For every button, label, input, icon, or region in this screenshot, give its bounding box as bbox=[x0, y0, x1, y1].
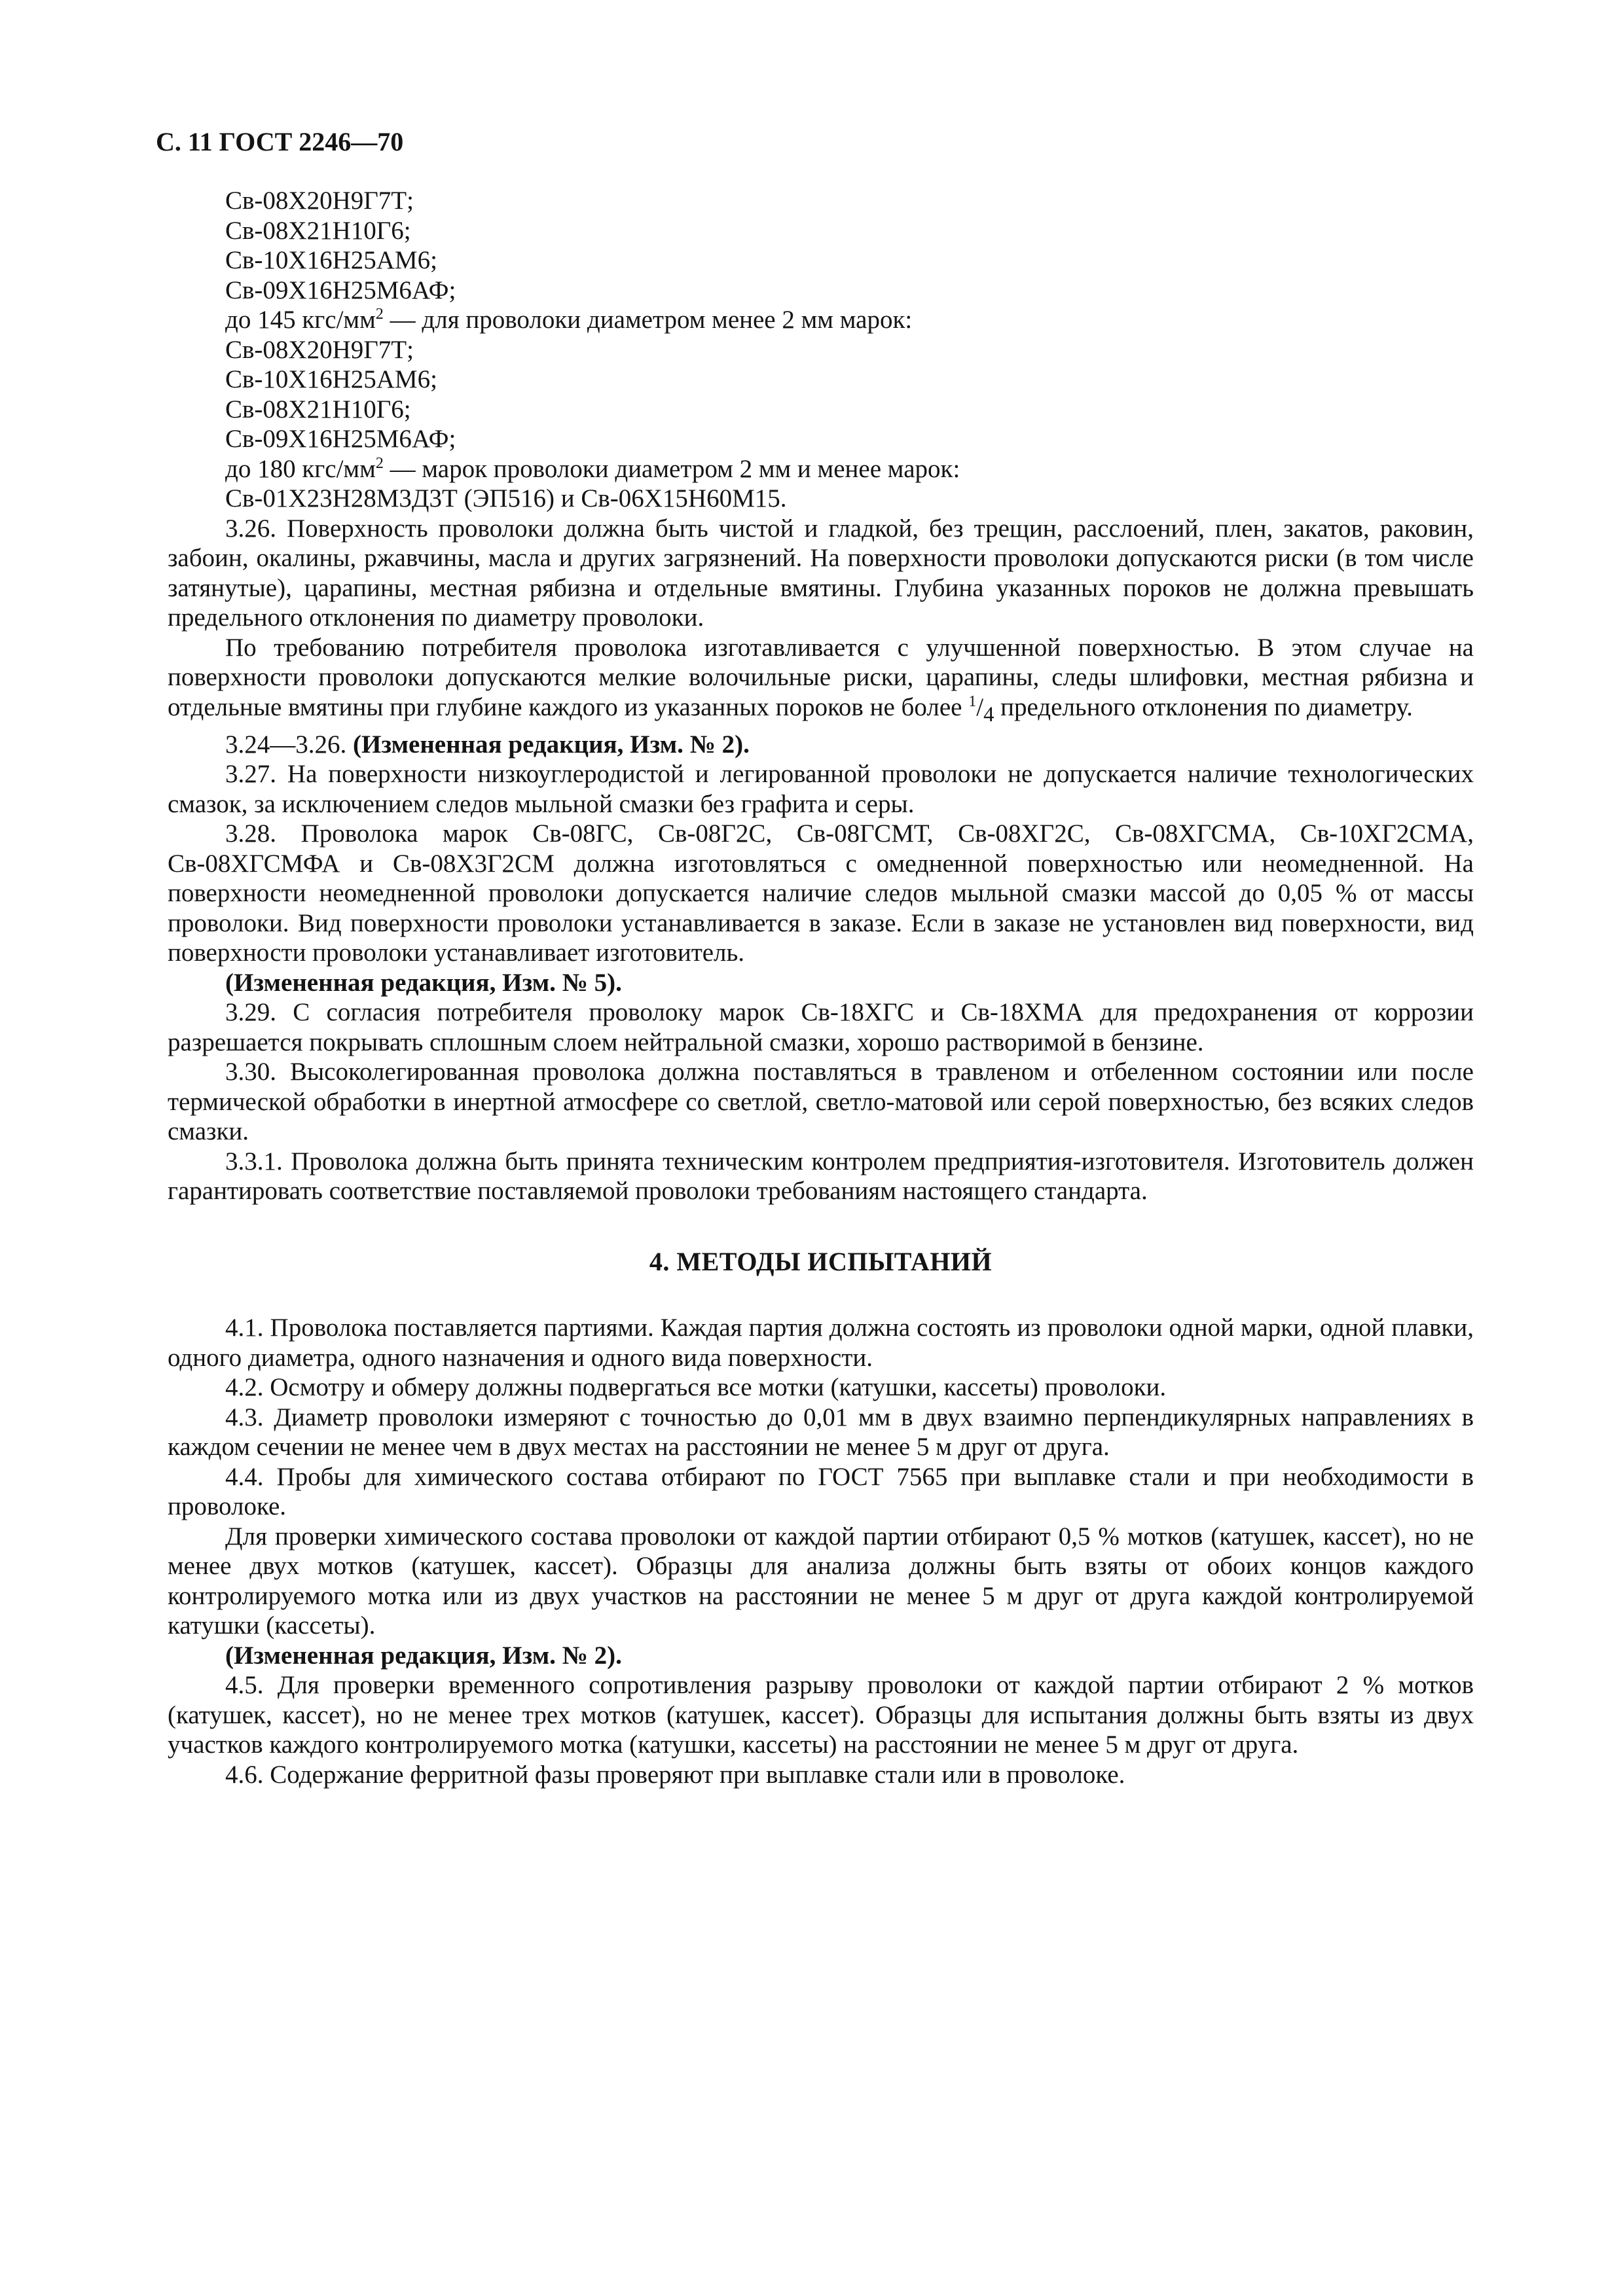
paragraph-3-26: 3.26. Поверхность проволоки должна быть чистой и гладкой, без трещин, расслоений, плен, закатов, раковин, забоин, окалины, ржавчины, масла и других загрязнений. На поверхности проволоки допускаются риски (в том числе затянутые), царапины, местная рябизна и отдельные вмятины. Глубина указанных пороков не должна превышать предельного отклонения по диаметру проволоки. bbox=[168, 514, 1474, 632]
amendment-text: (Измененная редакция, Изм. № 2). bbox=[353, 730, 750, 759]
paragraph-4-4: 4.4. Пробы для химического состава отбирают по ГОСТ 7565 при выплавке стали и при необходимости в проволоке. bbox=[168, 1462, 1474, 1521]
amendment-lead: 3.24—3.26. bbox=[225, 730, 353, 759]
paragraph-3-3-1: 3.3.1. Проволока должна быть принята техническим контролем предприятия-изготовителя. Изготовитель должен гарантировать соответствие поставляемой проволоки требованиям настоящего стандарта. bbox=[168, 1147, 1474, 1206]
amendment-note-2b: (Измененная редакция, Изм. № 2). bbox=[225, 1641, 622, 1670]
paragraph-text: По требованию потребителя проволока изготавливается с улучшенной поверхностью. В этом случае на поверхности проволоки допускаются мелкие волочильные риски, царапины, следы шлифовки, местная рябизна и отдельные вмятины при глубине каждого из указанных пороков не более bbox=[168, 633, 1474, 721]
limit-text: — марок проволоки диаметром 2 мм и менее марок: bbox=[383, 454, 960, 483]
section-title: 4. МЕТОДЫ ИСПЫТАНИЙ bbox=[649, 1246, 993, 1276]
grade-list-item: Св-01Х23Н28М3Д3Т (ЭП516) и Св-06Х15Н60М15. bbox=[225, 484, 787, 512]
grade-list-item: Св-10Х16Н25АМ6; bbox=[225, 365, 437, 393]
paragraph-3-30: 3.30. Высоколегированная проволока должна поставляться в травленом и отбеленном состоянии или после термической обработки в инертной атмосфере со светлой, светло-матовой или серой поверхностью, без всяких следов смазки. bbox=[168, 1058, 1474, 1146]
paragraph-improved-surface bbox=[168, 633, 1474, 730]
strength-limit-145 bbox=[225, 305, 1474, 335]
grade-list-item: Св-08Х21Н10Г6; bbox=[225, 216, 411, 245]
grade-list-item: Св-09Х16Н25М6АФ; bbox=[225, 425, 456, 453]
limit-text: до 180 кгс/мм bbox=[225, 454, 376, 483]
fraction-slash: / bbox=[976, 692, 984, 721]
limit-text: — для проволоки диаметром менее 2 мм марок: bbox=[383, 306, 913, 334]
paragraph-4-2: 4.2. Осмотру и обмеру должны подвергаться все мотки (катушки, кассеты) проволоки. bbox=[225, 1373, 1167, 1402]
paragraph-3-29: 3.29. С согласия потребителя проволоку марок Св-18ХГС и Св-18ХМА для предохранения от коррозии разрешается покрывать сплошным слоем нейтральной смазки, хорошо растворимой в бензине. bbox=[168, 998, 1474, 1056]
paragraph-4-3: 4.3. Диаметр проволоки измеряют с точностью до 0,01 мм в двух взаимно перпендикулярных направлениях в каждом сечении не менее чем в двух местах на расстоянии не менее 5 м друг от друга. bbox=[168, 1403, 1474, 1462]
limit-superscript: 2 bbox=[375, 305, 384, 323]
limit-text: до 145 кгс/мм bbox=[225, 306, 376, 334]
paragraph-4-1: 4.1. Проволока поставляется партиями. Каждая партия должна состоять из проволоки одной марки, одной плавки, одного диаметра, одного назначения и одного вида поверхности. bbox=[168, 1314, 1474, 1372]
fraction-numerator: 1 bbox=[968, 692, 977, 710]
paragraph-3-28: 3.28. Проволока марок Св-08ГС, Св-08Г2С, Св-08ГСМТ, Св-08ХГ2С, Св-08ХГСМА, Св-10ХГ2СМА, Св-08ХГСМФА и Св-08Х3Г2СМ должна изготовляться с омедненной поверхностью или неомедненной. На поверхности неомедненной проволоки допускается наличие следов мыльной смазки массой до 0,05 % от массы проволоки. Вид поверхности проволоки устанавливается в заказе. Если в заказе не установлен вид поверхности, вид поверхности проволоки устанавливает изготовитель. bbox=[168, 819, 1474, 967]
paragraph-4-6: 4.6. Содержание ферритной фазы проверяют при выплавке стали или в проволоке. bbox=[225, 1760, 1125, 1789]
paragraph-3-27: 3.27. На поверхности низкоуглеродистой и легированной проволоки не допускается наличие технологических смазок, за исключением следов мыльной смазки без графита и серы. bbox=[168, 760, 1474, 818]
strength-limit-180 bbox=[225, 454, 1474, 484]
grade-list-item: Св-08Х20Н9Г7Т; bbox=[225, 187, 414, 215]
grade-list-item: Св-10Х16Н25АМ6; bbox=[225, 246, 437, 274]
grade-list-item: Св-09Х16Н25М6АФ; bbox=[225, 276, 456, 304]
page-header: С. 11 ГОСТ 2246—70 bbox=[156, 127, 404, 156]
paragraph-4-4-sampling: Для проверки химического состава проволоки от каждой партии отбирают 0,5 % мотков (катушек, кассет), но не менее двух мотков (катушек, кассет). Образцы для анализа должны быть взяты от обоих концов каждого контролируемого мотка или из двух участков на расстоянии не менее 5 м друг от друга каждой контролируемой катушки (кассеты). bbox=[168, 1522, 1474, 1640]
fraction-denominator: 4 bbox=[983, 702, 994, 726]
amendment-note-2 bbox=[168, 730, 1474, 760]
paragraph-text: предельного отклонения по диаметру. bbox=[994, 692, 1413, 721]
grade-list-item: Св-08Х20Н9Г7Т; bbox=[225, 335, 414, 364]
paragraph-4-5: 4.5. Для проверки временного сопротивления разрыву проволоки от каждой партии отбирают 2 % мотков (катушек, кассет), но не менее трех мотков (катушек, кассет). Образцы для испытания должны быть взяты из двух участков каждого контролируемого мотка (катушки, кассеты) на расстоянии не менее 5 м друг от друга. bbox=[168, 1671, 1474, 1759]
amendment-note-5: (Измененная редакция, Изм. № 5). bbox=[225, 968, 622, 997]
grade-list-item: Св-08Х21Н10Г6; bbox=[225, 395, 411, 423]
limit-superscript: 2 bbox=[375, 454, 384, 472]
document-body bbox=[168, 186, 1474, 1789]
